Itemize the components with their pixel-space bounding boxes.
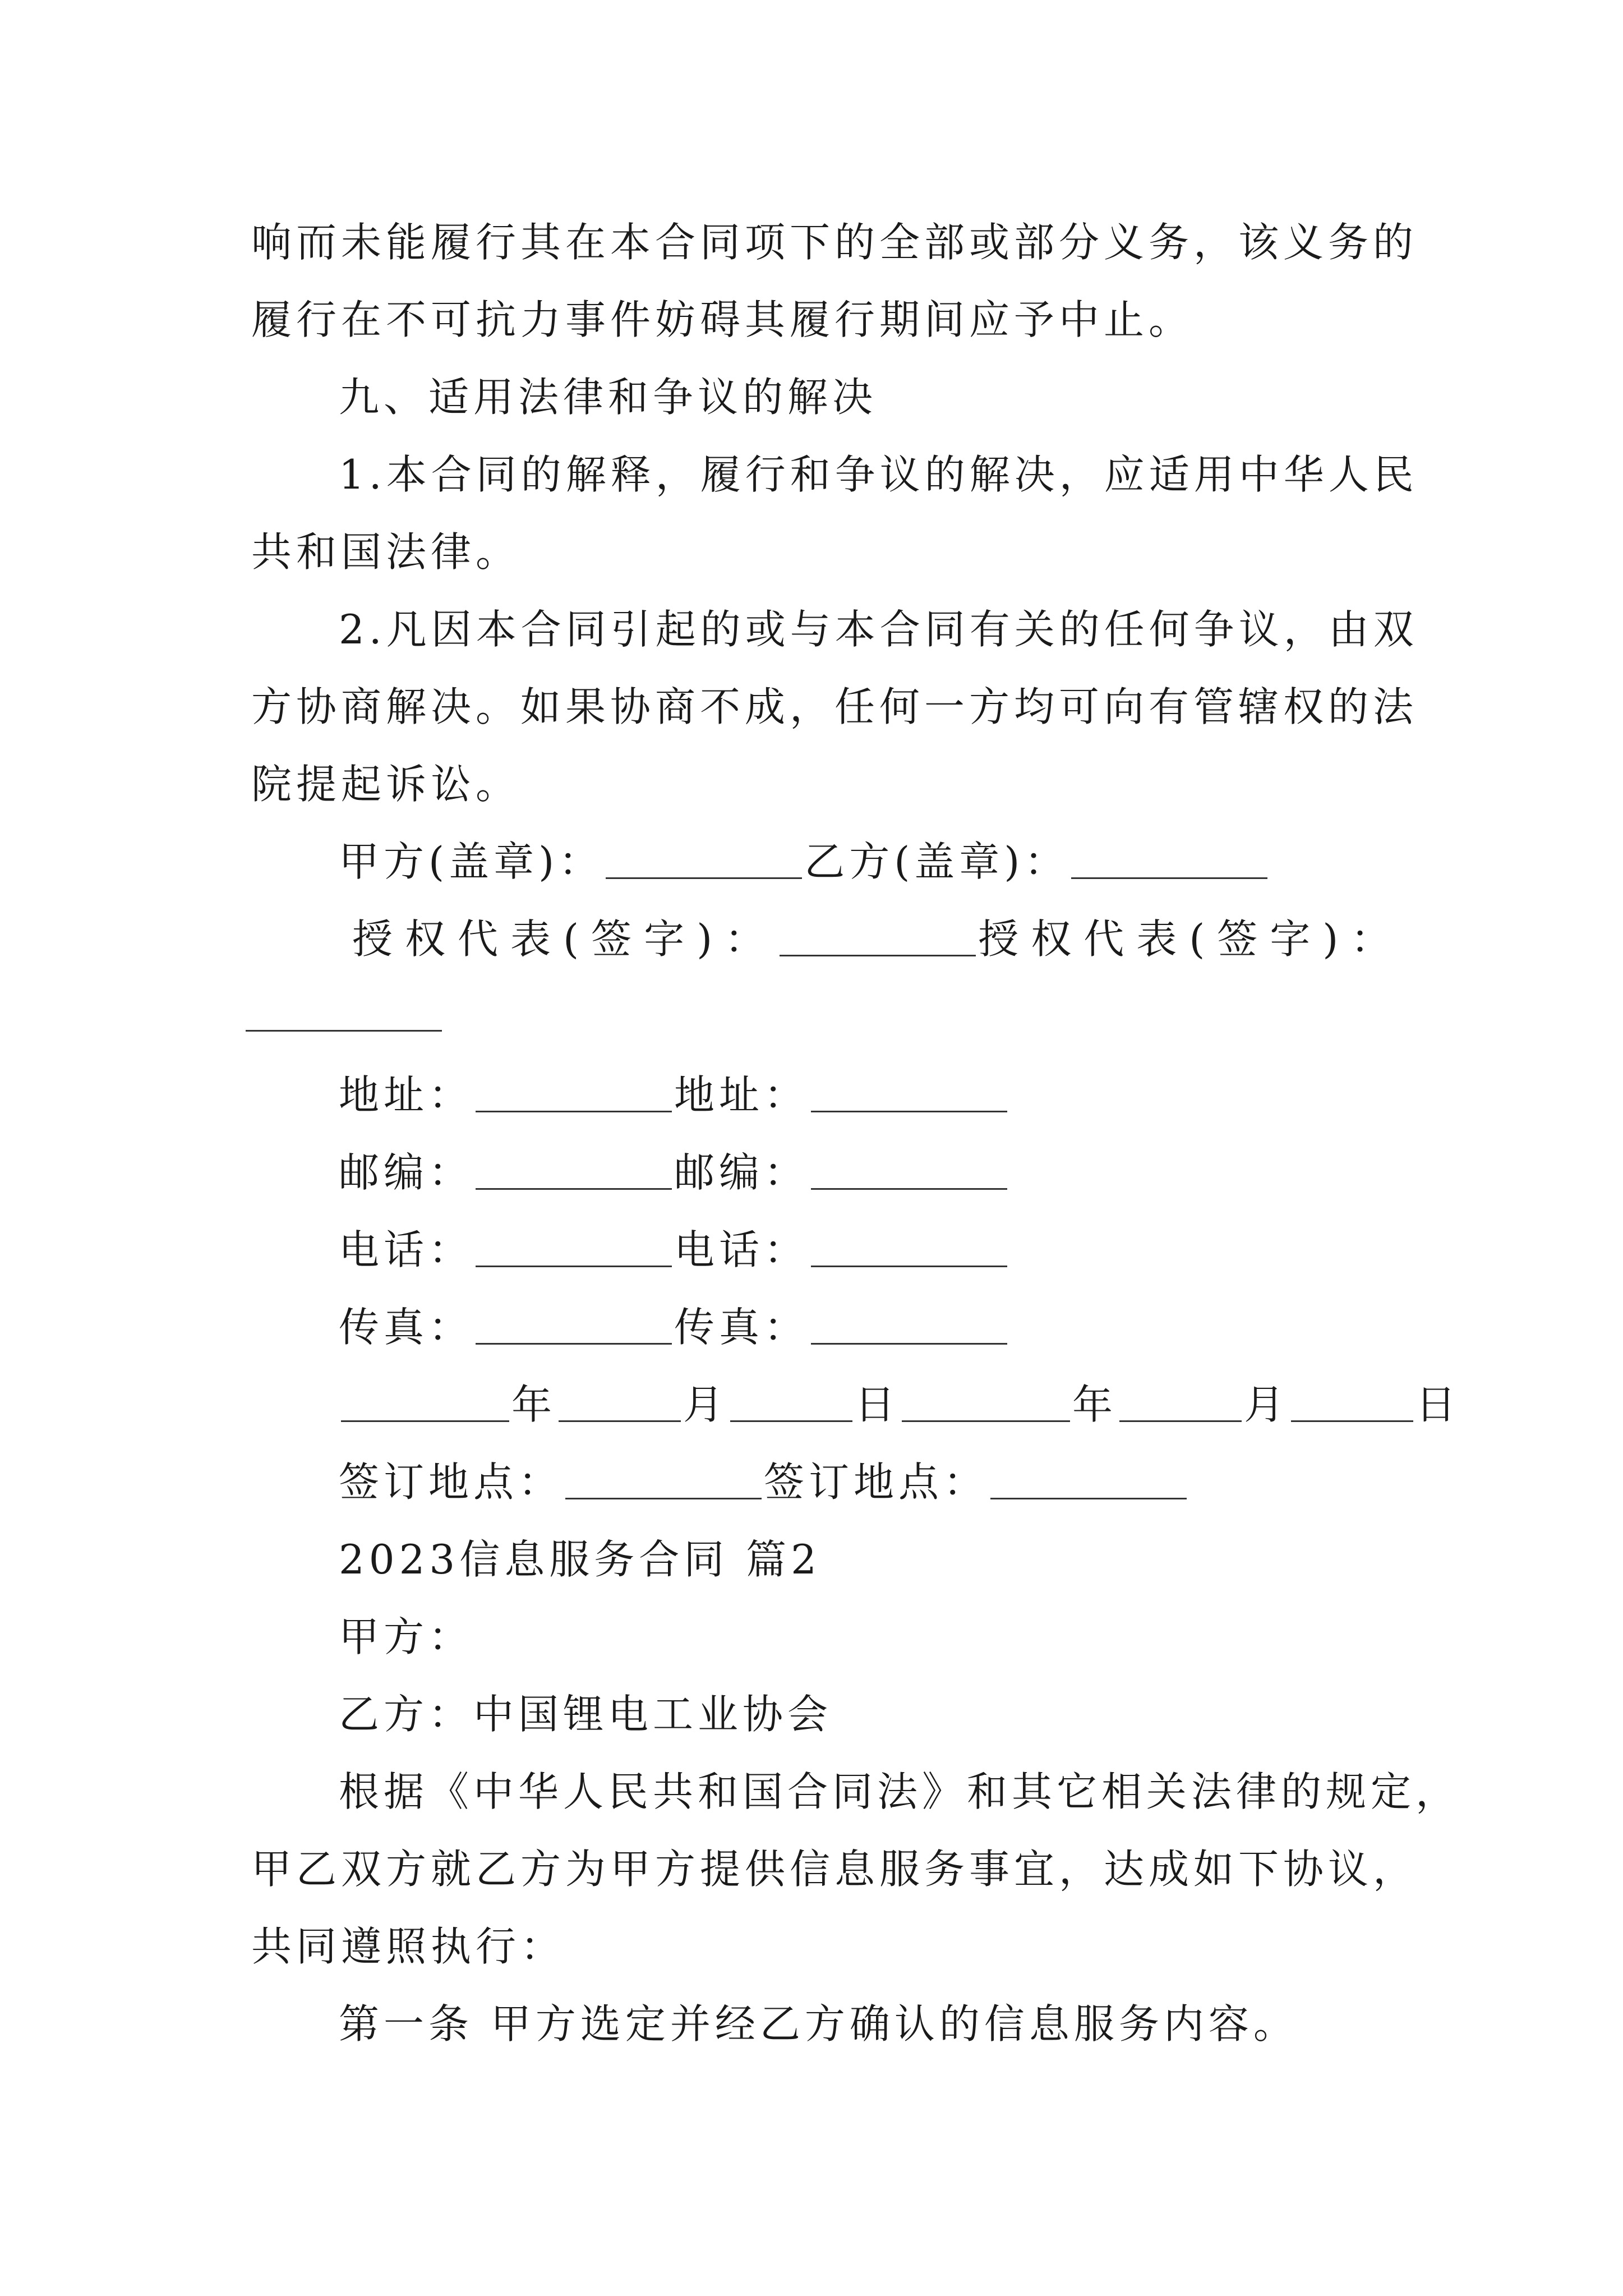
date-row <box>339 1381 1461 1428</box>
rep-b-blank[interactable] <box>246 1030 442 1032</box>
place-a-label: 签订地点： <box>339 1458 564 1506</box>
article-line: 第一条 甲方选定并经乙方确认的信息服务内容。 <box>339 2000 1298 2047</box>
place-b-label: 签订地点： <box>764 1458 989 1506</box>
phone-a-blank[interactable] <box>476 1261 672 1267</box>
phone-a-label: 电话： <box>339 1226 474 1273</box>
place-a-blank[interactable] <box>565 1493 762 1499</box>
month-a-label: 月 <box>683 1381 728 1428</box>
postcode-b-blank[interactable] <box>811 1184 1007 1190</box>
clause-line: 共和国法律。 <box>251 528 521 576</box>
party-b-line: 乙方：中国锂电工业协会 <box>339 1691 833 1738</box>
address-b-label: 地址： <box>674 1071 809 1119</box>
place-b-blank[interactable] <box>990 1493 1187 1499</box>
year-b-label: 年 <box>1072 1381 1118 1428</box>
year-a-label: 年 <box>511 1381 557 1428</box>
year-a-blank[interactable] <box>341 1416 509 1422</box>
intro-line: 共同遵照执行： <box>251 1923 566 1970</box>
month-a-blank[interactable] <box>559 1416 681 1422</box>
phone-b-blank[interactable] <box>811 1261 1007 1267</box>
postcode-b-label: 邮编： <box>674 1149 809 1196</box>
month-b-label: 月 <box>1244 1381 1289 1428</box>
place-row <box>339 1458 1189 1506</box>
postcode-a-label: 邮编： <box>339 1149 474 1196</box>
section-heading: 九、适用法律和争议的解决 <box>339 374 878 421</box>
rep-a-label: 授权代表(签字)： <box>352 915 778 963</box>
rep-a-blank[interactable] <box>780 950 976 956</box>
representative-row <box>352 915 1404 963</box>
party-b-seal-blank[interactable] <box>1071 873 1267 879</box>
party-a-seal-label: 甲方(盖章)： <box>339 838 604 885</box>
clause-line: 2.凡因本合同引起的或与本合同有关的任何争议，由双 <box>339 606 1418 653</box>
paragraph-line: 响而未能履行其在本合同项下的全部或部分义务，该义务的 <box>251 219 1418 266</box>
rep-b-label: 授权代表(签字)： <box>978 915 1404 963</box>
day-a-blank[interactable] <box>730 1416 852 1422</box>
party-a-seal-blank[interactable] <box>606 873 802 879</box>
month-b-blank[interactable] <box>1119 1416 1242 1422</box>
day-b-blank[interactable] <box>1291 1416 1413 1422</box>
address-a-blank[interactable] <box>476 1106 672 1112</box>
phone-row <box>339 1226 1009 1273</box>
fax-b-label: 传真： <box>674 1304 809 1351</box>
clause-line: 方协商解决。如果协商不成，任何一方均可向有管辖权的法 <box>251 683 1418 730</box>
fax-b-blank[interactable] <box>811 1338 1007 1345</box>
fax-row <box>339 1304 1009 1351</box>
fax-a-label: 传真： <box>339 1304 474 1351</box>
clause-line: 院提起诉讼。 <box>251 761 521 808</box>
address-b-blank[interactable] <box>811 1106 1007 1112</box>
intro-line: 甲乙双方就乙方为甲方提供信息服务事宜，达成如下协议， <box>251 1846 1418 1893</box>
party-b-seal-label: 乙方(盖章)： <box>804 838 1069 885</box>
intro-line: 根据《中华人民共和国合同法》和其它相关法律的规定， <box>339 1768 1461 1815</box>
day-a-label: 日 <box>855 1381 900 1428</box>
address-a-label: 地址： <box>339 1071 474 1119</box>
clause-line: 1.本合同的解释，履行和争议的解决，应适用中华人民 <box>339 451 1418 498</box>
section-title: 2023信息服务合同 篇2 <box>339 1536 821 1583</box>
fax-a-blank[interactable] <box>476 1338 672 1345</box>
seal-row <box>339 838 1270 885</box>
postcode-a-blank[interactable] <box>476 1184 672 1190</box>
day-b-label: 日 <box>1415 1381 1461 1428</box>
address-row <box>339 1071 1009 1119</box>
party-a-line: 甲方： <box>339 1613 474 1660</box>
year-b-blank[interactable] <box>902 1416 1070 1422</box>
postcode-row <box>339 1149 1009 1196</box>
paragraph-line: 履行在不可抗力事件妨碍其履行期间应予中止。 <box>251 296 1194 343</box>
phone-b-label: 电话： <box>674 1226 809 1273</box>
